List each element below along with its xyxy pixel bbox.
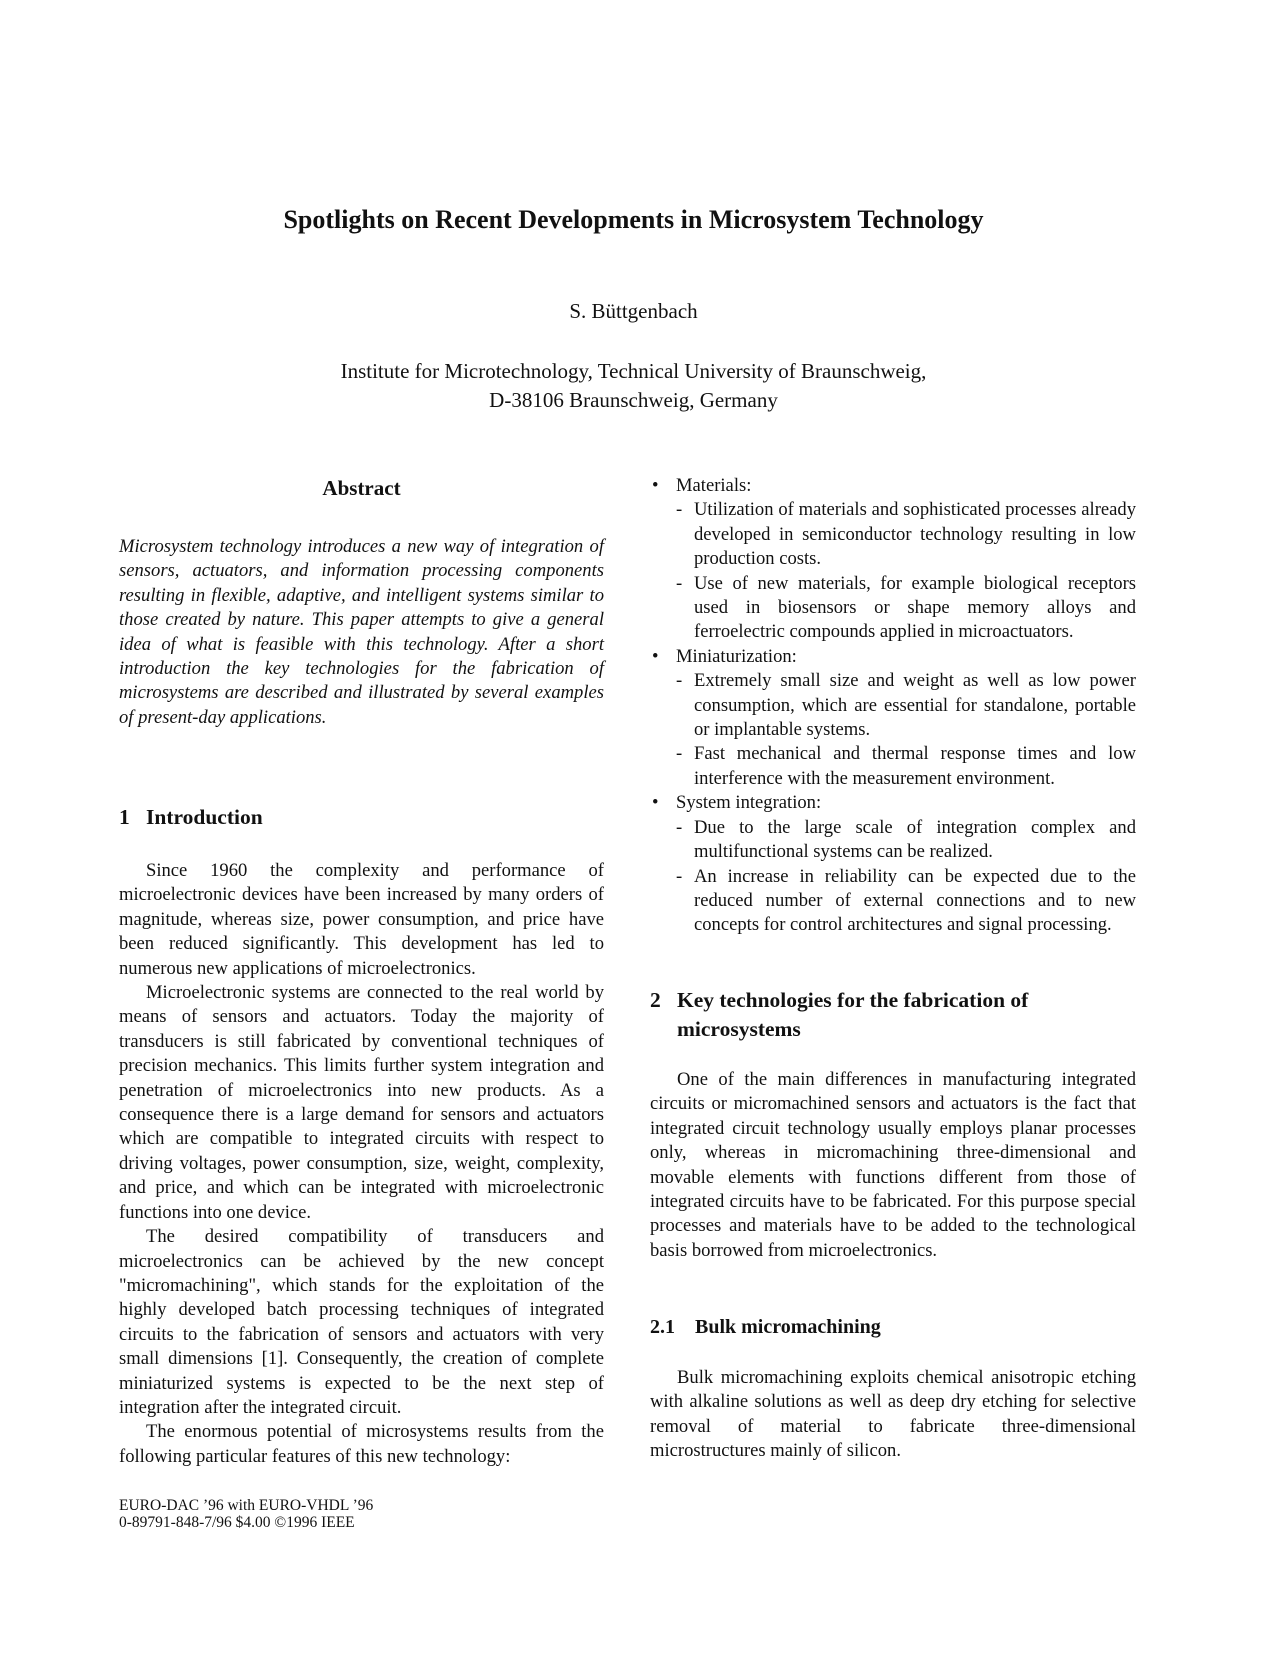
bullet-icon: • bbox=[652, 792, 659, 814]
footer-line: EURO-DAC ’96 with EURO-VHDL ’96 bbox=[119, 1497, 374, 1514]
feature-item-text: Extremely small size and weight as well as low power consumption, which are essential for standalone, portable or implantable systems. bbox=[694, 670, 1136, 741]
affiliation-line: D-38106 Braunschweig, Germany bbox=[489, 388, 778, 412]
section-number: 1 bbox=[119, 805, 130, 829]
section-title: Key technologies for the fabrication of microsystems bbox=[677, 988, 1029, 1041]
features-list bbox=[650, 474, 1136, 938]
section2-heading bbox=[650, 986, 1136, 1044]
feature-bullet bbox=[650, 791, 1136, 815]
affiliation bbox=[0, 357, 1267, 415]
feature-item bbox=[650, 816, 1136, 865]
feature-item-text: Due to the large scale of integration complex and multifunctional systems can be realized. bbox=[694, 816, 1136, 863]
bullet-icon: • bbox=[652, 645, 659, 667]
section-title: Introduction bbox=[146, 805, 263, 829]
feature-label: System integration: bbox=[676, 792, 822, 814]
paragraph: The enormous potential of microsystems results from the following particular features of this new technology: bbox=[119, 1421, 604, 1467]
paragraph: Since 1960 the complexity and performance of microelectronic devices have been increased by many orders of magnitude, whereas size, power consumption, and price have been reduced significantly. This development has led to numerous new applications of microelectronics. bbox=[119, 860, 604, 979]
abstract-text: Microsystem technology introduces a new way of integration of sensors, actuators, and information processing components resulting in flexible, adaptive, and intelligent systems similar to those created by nature. This paper attempts to give a general idea of what is feasible with this technology. After a short introduction the key technologies for the fabrication of microsystems are described and illustrated by several examples of present-day applications. bbox=[119, 536, 604, 728]
section-number: 2.1 bbox=[650, 1316, 675, 1338]
abstract-heading: Abstract bbox=[322, 476, 401, 500]
paragraph: Bulk micromachining exploits chemical anisotropic etching with alkaline solutions as well as deep dry etching for selective removal of material to fabricate three-dimensional microstructures mainly of silicon. bbox=[650, 1367, 1136, 1462]
feature-bullet bbox=[650, 474, 1136, 498]
intro-body bbox=[119, 859, 604, 1469]
section-number: 2 bbox=[650, 988, 661, 1012]
dash-icon: - bbox=[676, 670, 683, 692]
section-title: Bulk micromachining bbox=[695, 1316, 881, 1338]
footer-line: 0-89791-848-7/96 $4.00 ©1996 IEEE bbox=[119, 1514, 355, 1531]
affiliation-line: Institute for Microtechnology, Technical University of Braunschweig, bbox=[340, 359, 927, 383]
feature-label: Miniaturization: bbox=[676, 645, 797, 667]
paragraph: The desired compatibility of transducers and microelectronics can be achieved by the new concept "micromachining", which stands for the exploitation of the highly developed batch processing techniques of integrated circuits to the fabrication of sensors and actuators with very small dimensions [1]. Consequently, the creation of complete miniaturized systems is expected to be the next step of integration after the integrated circuit. bbox=[119, 1226, 604, 1418]
feature-bullet bbox=[650, 645, 1136, 669]
feature-item-text: An increase in reliability can be expected due to the reduced number of external connections and to new concepts for control architectures and signal processing. bbox=[694, 865, 1136, 936]
feature-item bbox=[650, 572, 1136, 645]
feature-item-text: Utilization of materials and sophisticated processes already developed in semiconductor technology resulting in low production costs. bbox=[694, 499, 1136, 570]
dash-icon: - bbox=[676, 816, 683, 838]
feature-label: Materials: bbox=[676, 475, 752, 496]
dash-icon: - bbox=[676, 499, 683, 521]
paragraph: Microelectronic systems are connected to the real world by means of sensors and actuators. Today the majority of transducers is still fabricated by conventional techniques of precision mechanics. This limits further system integration and penetration of microelectronics into new products. As a consequence there is a large demand for sensors and actuators which are compatible to integrated circuits with respect to driving voltages, power consumption, size, weight, complexity, and price, and which can be integrated with microelectronic functions into one device. bbox=[119, 982, 604, 1223]
dash-icon: - bbox=[676, 572, 683, 594]
dash-icon: - bbox=[676, 743, 683, 765]
intro-heading bbox=[119, 803, 604, 832]
section2-body bbox=[650, 1068, 1136, 1263]
feature-item bbox=[650, 865, 1136, 938]
paper-title: Spotlights on Recent Developments in Microsystem Technology bbox=[283, 205, 984, 234]
feature-item-text: Use of new materials, for example biological receptors used in biosensors or shape memory alloys and ferroelectric compounds applied in microactuators. bbox=[694, 572, 1136, 643]
section21-body bbox=[650, 1366, 1136, 1464]
feature-item bbox=[650, 669, 1136, 742]
bullet-icon: • bbox=[652, 475, 659, 496]
paragraph: One of the main differences in manufacturing integrated circuits or micromachined sensors and actuators is the fact that integrated circuit technology usually employs planar processes only, whereas in micromachining three-dimensional and movable elements with functions different from those of integrated circuits have to be fabricated. For this purpose special processes and materials have to be added to the technological basis borrowed from microelectronics. bbox=[650, 1069, 1136, 1261]
footer bbox=[119, 1497, 373, 1531]
dash-icon: - bbox=[676, 865, 683, 887]
feature-item bbox=[650, 742, 1136, 791]
feature-item bbox=[650, 498, 1136, 571]
author: S. Büttgenbach bbox=[569, 299, 698, 323]
section21-heading bbox=[650, 1313, 1136, 1342]
feature-item-text: Fast mechanical and thermal response times and low interference with the measurement environment. bbox=[694, 743, 1136, 789]
